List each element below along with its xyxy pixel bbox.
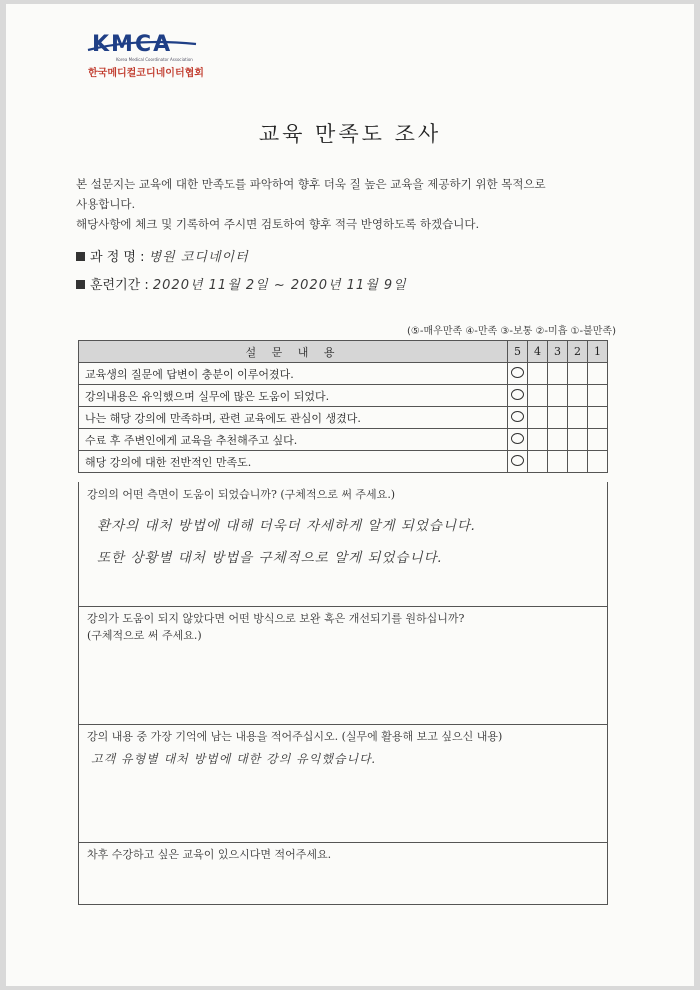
q3-box: [78, 724, 608, 843]
score-cell-1[interactable]: [588, 451, 608, 473]
logo-mark: KMCA: [92, 32, 173, 57]
score-cell-1[interactable]: [588, 429, 608, 451]
course-label: 과 정 명 :: [90, 250, 149, 265]
logo-org-name: 한국메디컬코디네이터협회: [88, 68, 204, 79]
score-cell-4[interactable]: [528, 363, 548, 385]
bullet-square-icon: [76, 280, 85, 289]
logo-tagline: Korea Medical Coordinator Association: [116, 57, 193, 62]
q1-box: [78, 482, 608, 607]
table-header-row: [79, 341, 608, 363]
survey-item-text: 교육생의 질문에 답변이 충분이 이루어졌다.: [79, 363, 508, 385]
score-cell-2[interactable]: [568, 429, 588, 451]
score-cell-4[interactable]: [528, 407, 548, 429]
q1-answer-line: 환자의 대처 방법에 대해 더욱더 자세하게 알게 되었습니다.: [97, 518, 477, 534]
q2-question: [87, 610, 464, 644]
score-header: 2: [568, 341, 588, 363]
circle-mark-icon: [511, 411, 524, 422]
score-cell-1[interactable]: [588, 407, 608, 429]
score-cell-2[interactable]: [568, 407, 588, 429]
survey-table: [78, 340, 608, 473]
q3-answer: 고객 유형별 대처 방법에 대한 강의 유익했습니다.: [91, 752, 377, 766]
intro-line: 사용합니다.: [76, 197, 136, 211]
table-row: [79, 429, 608, 451]
score-header: 1: [588, 341, 608, 363]
score-cell-2[interactable]: [568, 451, 588, 473]
survey-item-text: 수료 후 주변인에게 교육을 추천해주고 싶다.: [79, 429, 508, 451]
circle-mark-icon: [511, 367, 524, 378]
score-header: 5: [508, 341, 528, 363]
score-header: 4: [528, 341, 548, 363]
q4-box: [78, 842, 608, 905]
score-cell-4[interactable]: [528, 429, 548, 451]
score-legend: (⑤-매우만족 ④-만족 ③-보통 ②-미흡 ①-불만족): [407, 326, 616, 337]
q2-question-line: 강의가 도움이 되지 않았다면 어떤 방식으로 보완 혹은 개선되기를 원하십니까?: [87, 612, 465, 625]
intro-text: [76, 174, 616, 234]
q2-question-line: (구체적으로 써 주세요.): [87, 629, 202, 642]
score-cell-3[interactable]: [548, 407, 568, 429]
score-cell-1[interactable]: [588, 363, 608, 385]
circle-mark-icon: [511, 389, 524, 400]
score-cell-5[interactable]: [508, 385, 528, 407]
score-cell-2[interactable]: [568, 385, 588, 407]
table-row: [79, 407, 608, 429]
kmca-logo: [86, 30, 216, 82]
survey-item-text: 강의내용은 유익했으며 실무에 많은 도움이 되었다.: [79, 385, 508, 407]
q4-question: 차후 수강하고 싶은 교육이 있으시다면 적어주세요.: [87, 848, 332, 861]
survey-item-text: 해당 강의에 대한 전반적인 만족도.: [79, 451, 508, 473]
score-cell-5[interactable]: [508, 407, 528, 429]
table-row: [79, 385, 608, 407]
course-field: [76, 246, 249, 265]
score-cell-5[interactable]: [508, 451, 528, 473]
score-cell-5[interactable]: [508, 429, 528, 451]
table-row: [79, 451, 608, 473]
survey-item-text: 나는 해당 강의에 만족하며, 관련 교육에도 관심이 생겼다.: [79, 407, 508, 429]
intro-line: 해당사항에 체크 및 기록하여 주시면 검토하여 향후 적극 반영하도록 하겠습니다.: [76, 217, 480, 231]
content-header: 설 문 내 용: [79, 341, 508, 363]
q3-question: 강의 내용 중 가장 기억에 남는 내용을 적어주십시오. (실무에 활용해 보고 싶으신 내용): [87, 730, 503, 743]
score-cell-1[interactable]: [588, 385, 608, 407]
page-title: 교육 만족도 조사: [258, 122, 442, 146]
circle-mark-icon: [511, 455, 524, 466]
score-cell-5[interactable]: [508, 363, 528, 385]
intro-line: 본 설문지는 교육에 대한 만족도를 파악하여 향후 더욱 질 높은 교육을 제공하기 위한 목적으로: [76, 177, 546, 191]
score-cell-3[interactable]: [548, 451, 568, 473]
q1-question: 강의의 어떤 측면이 도움이 되었습니까? (구체적으로 써 주세요.): [87, 488, 396, 501]
course-value: 병원 코디네이터: [148, 250, 249, 265]
q2-box: [78, 606, 608, 725]
period-field: [76, 274, 407, 293]
bullet-square-icon: [76, 252, 85, 261]
circle-mark-icon: [511, 433, 524, 444]
score-cell-4[interactable]: [528, 451, 548, 473]
score-cell-3[interactable]: [548, 429, 568, 451]
score-cell-3[interactable]: [548, 363, 568, 385]
q1-answer-line: 또한 상황별 대처 방법을 구체적으로 알게 되었습니다.: [97, 550, 443, 566]
period-value: 2020년 11월 2일 ~ 2020년 11월 9일: [152, 278, 407, 293]
score-cell-3[interactable]: [548, 385, 568, 407]
score-cell-4[interactable]: [528, 385, 548, 407]
table-row: [79, 363, 608, 385]
period-label: 훈련기간 :: [90, 278, 153, 293]
score-header: 3: [548, 341, 568, 363]
score-cell-2[interactable]: [568, 363, 588, 385]
